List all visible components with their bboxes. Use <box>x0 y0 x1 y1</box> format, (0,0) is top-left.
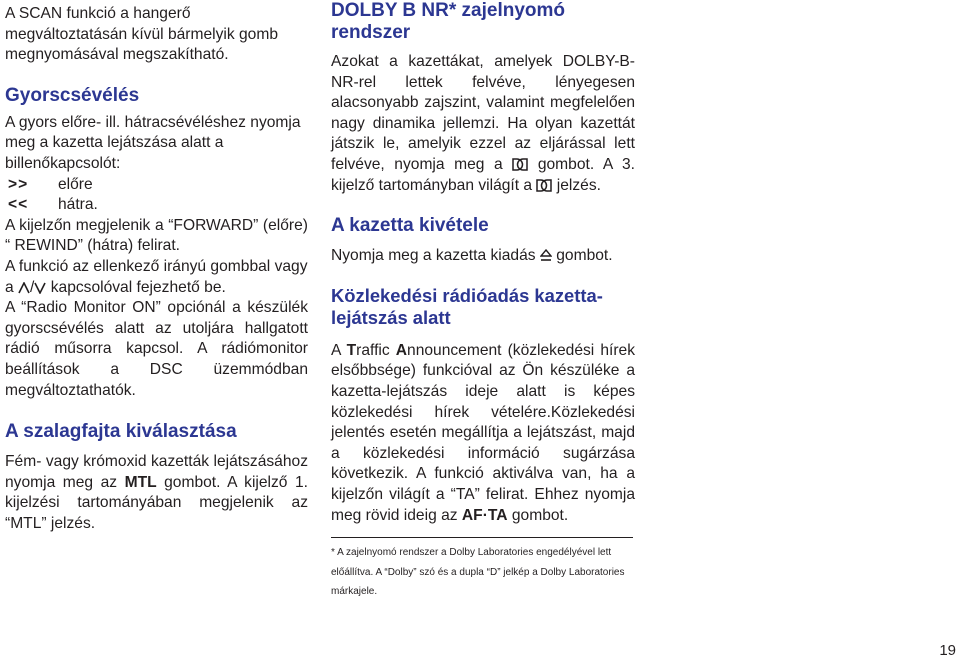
fast-wind-intro: A gyors előre- ill. hátracsévéléshez nyomja meg a kazetta lejátszása alatt a billenőkapcsolót: <box>5 113 301 172</box>
mtl-button-label: MTL <box>124 473 157 491</box>
display-forward-rewind-text: A kijelzőn megjelenik a “FORWARD” (előre) “ REWIND” (hátra) felirat. <box>5 216 308 255</box>
eject-text: Nyomja meg a kazetta kiadás gombot. <box>331 247 613 265</box>
tape-type-text: Fém- vagy krómoxid kazetták lejátszásához nyomja meg az MTL gombot. A kijelző 1. kijelzési tartományában megjelenik az “MTL” jelzés. <box>5 453 308 532</box>
heading-eject: A kazetta kivétele <box>331 215 489 237</box>
radio-monitor-text: A “Radio Monitor ON” opciónál a készülék gyorscsévélés alatt az utoljára hallgatott rádió műsorra kapcsol. A rádiómonitor beállítások a DSC üzemmódban megváltoztathatók. <box>5 299 308 399</box>
right-column <box>331 0 635 526</box>
traffic-text: A Traffic Announcement (közlekedési hírek elsőbbsége) funkcióval az Ön készüléke a kazetta-lejátszás ideje alatt is képes közlekedési hírek vételére.Közlekedési jelentés esetén megállítja a lejátszást, majd a közlekedési információ sugárzása következik. A funkció aktiválva van, ha a kijelzőn világít a “TA” felirat. Ehhez nyomja meg rövid ideig az AF·TA gombot. <box>331 341 635 524</box>
dolby-text: Azokat a kazettákat, amelyek DOLBY-B-NR-rel lettek felvéve, lényegesen alacsonyabb zajszint, valamint megfelelően nagy dinamika jellemzi. Ha olyan kazettát játszik le, amelyik ezzel az eljárással lett felvéve, nyomja meg a gombot. A 3. kijelző tartományban világít a jelzés. <box>331 53 635 194</box>
list-item <box>5 175 308 196</box>
footnote: * A zajelnyomó rendszer a Dolby Laboratories engedélyével lett előállítva. A “Dolby” szó és a dupla “D” jelkép a Dolby Laboratories márkajele. <box>331 547 625 598</box>
list-item <box>5 195 308 216</box>
eject-icon <box>540 249 552 262</box>
footnote-divider <box>331 537 633 538</box>
fast-forward-symbol: >> <box>8 175 29 193</box>
forward-label: előre <box>58 175 93 193</box>
page-number: 19 <box>939 642 956 659</box>
rewind-symbol: << <box>8 196 29 214</box>
direction-list <box>5 175 308 216</box>
heading-traffic: Közlekedési rádióadás kazetta- lejátszás alatt <box>331 284 603 328</box>
stop-wind-text: A funkció az ellenkező irányú gombbal vagy a / kapcsolóval fejezhető be. <box>5 257 308 296</box>
chevron-up-icon <box>18 282 30 294</box>
left-column <box>5 0 308 534</box>
chevron-down-icon <box>34 282 46 294</box>
rewind-label: hátra. <box>58 196 98 214</box>
heading-gyorscsevel: Gyorscsévélés <box>5 84 140 106</box>
heading-dolby: DOLBY B NR* zajelnyomó rendszer <box>331 0 566 43</box>
heading-tape-type: A szalagfajta kiválasztása <box>5 421 237 443</box>
dolby-indicator-icon <box>536 179 552 192</box>
dolby-button-icon <box>512 158 528 171</box>
scan-intro-text: A SCAN funkció a hangerő megváltoztatásán kívül bármelyik gomb megnyomásával megszakítható. <box>5 5 279 64</box>
af-ta-button-label: AF·TA <box>461 506 508 524</box>
